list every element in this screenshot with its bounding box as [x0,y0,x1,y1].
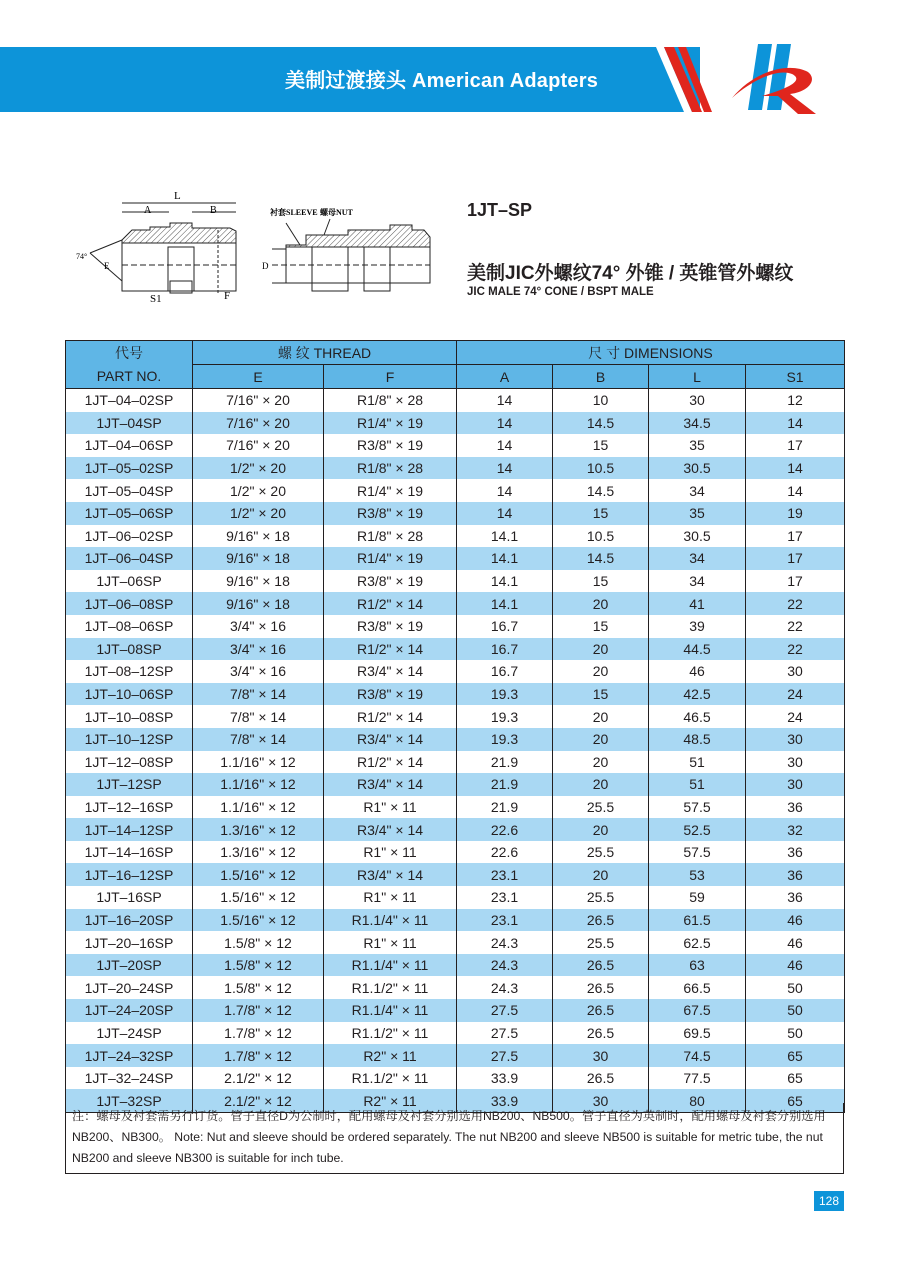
cell-thread-e: 7/8" × 14 [193,728,324,751]
cell-dim-b: 26.5 [553,954,649,977]
cell-dim-l: 30.5 [649,457,746,480]
table-row [66,1022,845,1045]
table-row [66,525,845,548]
header-col-a: A [457,365,553,389]
cell-part-no: 1JT–24–20SP [66,999,193,1022]
cell-part-no: 1JT–06SP [66,570,193,593]
cell-thread-e: 9/16" × 18 [193,525,324,548]
cell-thread-e: 9/16" × 18 [193,592,324,615]
cell-thread-e: 1.5/16" × 12 [193,863,324,886]
cell-dim-a: 33.9 [457,1067,553,1090]
cell-dim-s1: 65 [746,1067,845,1090]
cell-dim-b: 30 [553,1089,649,1112]
cell-dim-s1: 24 [746,683,845,706]
cell-thread-f: R1/2" × 14 [324,638,457,661]
cell-part-no: 1JT–14–12SP [66,818,193,841]
cell-thread-e: 1.5/8" × 12 [193,976,324,999]
cell-dim-s1: 17 [746,547,845,570]
cell-dim-l: 66.5 [649,976,746,999]
cell-dim-l: 34 [649,479,746,502]
cell-dim-a: 19.3 [457,683,553,706]
technical-drawing [76,185,450,305]
cell-dim-s1: 50 [746,1022,845,1045]
table-row [66,818,845,841]
cell-thread-f: R1.1/2" × 11 [324,1067,457,1090]
cell-part-no: 1JT–16–20SP [66,909,193,932]
cell-thread-e: 7/8" × 14 [193,683,324,706]
cell-dim-b: 20 [553,728,649,751]
cell-thread-e: 1.5/8" × 12 [193,954,324,977]
cell-dim-l: 46.5 [649,705,746,728]
cell-dim-l: 59 [649,886,746,909]
cell-part-no: 1JT–14–16SP [66,841,193,864]
cell-dim-a: 14 [457,502,553,525]
label-sleeve: 衬套SLEEVE [270,208,318,217]
cell-thread-e: 1.3/16" × 12 [193,841,324,864]
cell-dim-s1: 19 [746,502,845,525]
cell-thread-f: R1" × 11 [324,841,457,864]
cell-dim-l: 35 [649,502,746,525]
cell-dim-l: 52.5 [649,818,746,841]
cell-dim-l: 44.5 [649,638,746,661]
product-title-en: JIC MALE 74° CONE / BSPT MALE [467,286,654,298]
cell-dim-l: 41 [649,592,746,615]
table-row [66,434,845,457]
cell-dim-b: 10.5 [553,457,649,480]
table-row [66,728,845,751]
cell-thread-e: 1.7/8" × 12 [193,1022,324,1045]
cell-dim-s1: 14 [746,479,845,502]
cell-dim-b: 14.5 [553,412,649,435]
fitting-drawing-left [90,203,236,293]
label-L: L [174,190,181,202]
cell-dim-b: 20 [553,638,649,661]
cell-dim-b: 25.5 [553,796,649,819]
cell-thread-e: 7/16" × 20 [193,434,324,457]
cell-thread-e: 1.1/16" × 12 [193,773,324,796]
cell-dim-s1: 32 [746,818,845,841]
cell-dim-b: 26.5 [553,909,649,932]
cell-part-no: 1JT–32SP [66,1089,193,1112]
cell-thread-f: R1.1/2" × 11 [324,1022,457,1045]
cell-dim-b: 20 [553,705,649,728]
cell-thread-e: 1/2" × 20 [193,479,324,502]
table-row [66,683,845,706]
cell-dim-a: 21.9 [457,751,553,774]
table-row [66,660,845,683]
cell-part-no: 1JT–10–06SP [66,683,193,706]
cell-dim-a: 14 [457,412,553,435]
cell-dim-a: 21.9 [457,796,553,819]
table-body [66,389,845,1113]
cell-dim-l: 80 [649,1089,746,1112]
header-title: 美制过渡接头 American Adapters [285,70,599,92]
cell-dim-a: 14.1 [457,570,553,593]
cell-dim-a: 14 [457,457,553,480]
cell-dim-b: 25.5 [553,841,649,864]
page-number: 128 [814,1191,844,1211]
cell-thread-e: 1/2" × 20 [193,457,324,480]
cell-thread-e: 2.1/2" × 12 [193,1089,324,1112]
cell-thread-f: R3/4" × 14 [324,818,457,841]
cell-dim-l: 46 [649,660,746,683]
cell-part-no: 1JT–24–32SP [66,1044,193,1067]
label-A: A [144,205,152,216]
cell-part-no: 1JT–05–06SP [66,502,193,525]
cell-part-no: 1JT–20–24SP [66,976,193,999]
cell-dim-l: 57.5 [649,841,746,864]
cell-part-no: 1JT–10–12SP [66,728,193,751]
cell-dim-l: 35 [649,434,746,457]
cell-dim-b: 26.5 [553,976,649,999]
cell-dim-b: 20 [553,592,649,615]
cell-dim-a: 24.3 [457,931,553,954]
cell-thread-f: R3/8" × 19 [324,683,457,706]
cell-dim-l: 30.5 [649,525,746,548]
cell-dim-l: 30 [649,389,746,412]
cell-dim-b: 20 [553,751,649,774]
cell-part-no: 1JT–16SP [66,886,193,909]
cell-dim-l: 62.5 [649,931,746,954]
cell-part-no: 1JT–04–02SP [66,389,193,412]
cell-dim-l: 61.5 [649,909,746,932]
cell-part-no: 1JT–20SP [66,954,193,977]
cell-dim-l: 39 [649,615,746,638]
cell-dim-b: 10 [553,389,649,412]
cell-dim-a: 33.9 [457,1089,553,1112]
cell-thread-f: R1/8" × 28 [324,525,457,548]
cell-thread-e: 9/16" × 18 [193,570,324,593]
cell-thread-e: 1.1/16" × 12 [193,796,324,819]
header-col-e: E [193,365,324,389]
cell-thread-f: R3/8" × 19 [324,570,457,593]
cell-thread-e: 1.3/16" × 12 [193,818,324,841]
cell-dim-l: 57.5 [649,796,746,819]
cell-thread-e: 1.5/8" × 12 [193,931,324,954]
cell-dim-s1: 46 [746,909,845,932]
table-row [66,841,845,864]
cell-dim-l: 34 [649,547,746,570]
cell-dim-s1: 36 [746,863,845,886]
label-E: E [104,261,110,271]
cell-dim-a: 23.1 [457,909,553,932]
cell-dim-l: 67.5 [649,999,746,1022]
cell-part-no: 1JT–05–02SP [66,457,193,480]
cell-thread-e: 7/16" × 20 [193,412,324,435]
cell-thread-e: 1.7/8" × 12 [193,1044,324,1067]
cell-thread-f: R3/4" × 14 [324,728,457,751]
cell-part-no: 1JT–32–24SP [66,1067,193,1090]
cell-part-no: 1JT–06–04SP [66,547,193,570]
cell-dim-a: 14 [457,389,553,412]
cell-thread-f: R1" × 11 [324,886,457,909]
cell-thread-e: 3/4" × 16 [193,660,324,683]
cell-dim-s1: 17 [746,434,845,457]
cell-thread-f: R3/4" × 14 [324,863,457,886]
cell-thread-f: R1/4" × 19 [324,547,457,570]
table-row [66,999,845,1022]
cell-dim-a: 14.1 [457,547,553,570]
cell-thread-e: 7/8" × 14 [193,705,324,728]
cell-dim-a: 16.7 [457,660,553,683]
cell-dim-a: 14 [457,434,553,457]
product-title-cn: 美制JIC外螺纹74° 外锥 / 英锥管外螺纹 [467,263,794,284]
label-F: F [224,290,231,302]
cell-thread-f: R2" × 11 [324,1089,457,1112]
table-row [66,773,845,796]
cell-thread-e: 7/16" × 20 [193,389,324,412]
cell-part-no: 1JT–05–04SP [66,479,193,502]
table-row [66,547,845,570]
cell-part-no: 1JT–10–08SP [66,705,193,728]
table-row [66,457,845,480]
cell-thread-e: 2.1/2" × 12 [193,1067,324,1090]
label-angle: 74° [76,252,88,261]
cell-dim-s1: 22 [746,638,845,661]
cell-thread-f: R3/4" × 14 [324,773,457,796]
cell-thread-f: R1.1/4" × 11 [324,909,457,932]
cell-dim-a: 14.1 [457,525,553,548]
cell-thread-f: R3/4" × 14 [324,660,457,683]
cell-part-no: 1JT–08–06SP [66,615,193,638]
cell-dim-a: 24.3 [457,976,553,999]
cell-dim-b: 15 [553,502,649,525]
table-row [66,705,845,728]
fitting-drawing-right [272,219,430,291]
cell-dim-l: 74.5 [649,1044,746,1067]
cell-dim-a: 14.1 [457,592,553,615]
table-row [66,1067,845,1090]
cell-part-no: 1JT–20–16SP [66,931,193,954]
cell-dim-l: 48.5 [649,728,746,751]
cell-thread-f: R1" × 11 [324,796,457,819]
cell-thread-f: R1/2" × 14 [324,751,457,774]
cell-part-no: 1JT–06–08SP [66,592,193,615]
cell-dim-l: 34 [649,570,746,593]
table-row [66,751,845,774]
header-col-b: B [553,365,649,389]
cell-part-no: 1JT–04SP [66,412,193,435]
cell-thread-f: R1.1/4" × 11 [324,954,457,977]
cell-dim-b: 14.5 [553,547,649,570]
cell-dim-b: 25.5 [553,931,649,954]
cell-dim-s1: 30 [746,751,845,774]
cell-dim-b: 25.5 [553,886,649,909]
cell-part-no: 1JT–04–06SP [66,434,193,457]
cell-thread-e: 1/2" × 20 [193,502,324,525]
cell-dim-l: 34.5 [649,412,746,435]
header-col-s1: S1 [746,365,845,389]
spec-table [65,340,845,1113]
cell-dim-s1: 30 [746,728,845,751]
label-B: B [210,205,217,216]
cell-dim-b: 20 [553,863,649,886]
table-row [66,615,845,638]
cell-dim-s1: 14 [746,457,845,480]
cell-dim-s1: 50 [746,976,845,999]
table-row [66,954,845,977]
cell-dim-b: 30 [553,1044,649,1067]
header-dimensions: 尺 寸 DIMENSIONS [457,341,845,365]
cell-thread-e: 1.5/16" × 12 [193,886,324,909]
header-thread: 螺 纹 THREAD [193,341,457,365]
cell-thread-f: R1.1/4" × 11 [324,999,457,1022]
table-row [66,570,845,593]
cell-dim-b: 26.5 [553,1067,649,1090]
cell-thread-e: 1.5/16" × 12 [193,909,324,932]
cell-dim-l: 42.5 [649,683,746,706]
table-row [66,389,845,412]
cell-thread-f: R1/2" × 14 [324,592,457,615]
product-model: 1JT–SP [467,200,533,220]
cell-dim-l: 77.5 [649,1067,746,1090]
cell-dim-a: 27.5 [457,1044,553,1067]
cell-part-no: 1JT–12–16SP [66,796,193,819]
cell-dim-a: 14 [457,479,553,502]
cell-thread-f: R1/2" × 14 [324,705,457,728]
cell-dim-a: 23.1 [457,886,553,909]
cell-dim-b: 14.5 [553,479,649,502]
cell-thread-f: R1/4" × 19 [324,412,457,435]
cell-dim-s1: 22 [746,592,845,615]
cell-part-no: 1JT–16–12SP [66,863,193,886]
label-D: D [262,261,269,271]
cell-dim-s1: 65 [746,1044,845,1067]
cell-thread-f: R3/8" × 19 [324,615,457,638]
cell-dim-a: 23.1 [457,863,553,886]
cell-dim-s1: 36 [746,796,845,819]
cell-dim-s1: 36 [746,841,845,864]
cell-dim-b: 15 [553,615,649,638]
cell-dim-l: 69.5 [649,1022,746,1045]
cell-dim-s1: 65 [746,1089,845,1112]
cell-thread-f: R1/8" × 28 [324,457,457,480]
table-row [66,479,845,502]
cell-dim-s1: 30 [746,773,845,796]
footnote: 注：螺母及衬套需另行订货。管子直径D为公制时，配用螺母及衬套分别选用NB200、NB500。管子直径为英制时，配用螺母及衬套分别选用NB200、NB300。 Note: Nut and sleeve should be ordered separately. The nut NB200 and sleeve NB500 is suitable for metric tube, the nut NB200 and sleeve NB300 is suitable for inch tube. [65,1103,844,1174]
header-part-cn: 代号 [66,341,193,365]
cell-dim-a: 22.6 [457,818,553,841]
cell-dim-a: 16.7 [457,615,553,638]
label-S1: S1 [150,293,162,305]
table-row [66,638,845,661]
cell-dim-s1: 46 [746,954,845,977]
cell-dim-b: 20 [553,773,649,796]
table-row [66,886,845,909]
table-row [66,931,845,954]
cell-dim-l: 51 [649,751,746,774]
cell-dim-l: 63 [649,954,746,977]
cell-dim-a: 27.5 [457,999,553,1022]
cell-dim-s1: 50 [746,999,845,1022]
cell-dim-a: 19.3 [457,728,553,751]
cell-dim-a: 19.3 [457,705,553,728]
cell-thread-f: R1/8" × 28 [324,389,457,412]
cell-dim-s1: 17 [746,525,845,548]
cell-dim-l: 51 [649,773,746,796]
cell-part-no: 1JT–06–02SP [66,525,193,548]
cell-part-no: 1JT–08–12SP [66,660,193,683]
table-row [66,796,845,819]
header-col-l: L [649,365,746,389]
table-row [66,976,845,999]
table-row [66,592,845,615]
cell-part-no: 1JT–08SP [66,638,193,661]
cell-thread-e: 1.1/16" × 12 [193,751,324,774]
table-row [66,412,845,435]
cell-dim-b: 15 [553,683,649,706]
cell-dim-s1: 24 [746,705,845,728]
cell-dim-a: 24.3 [457,954,553,977]
cell-thread-e: 1.7/8" × 12 [193,999,324,1022]
table-row [66,909,845,932]
cell-thread-f: R1/4" × 19 [324,479,457,502]
cell-dim-s1: 14 [746,412,845,435]
cell-dim-b: 20 [553,818,649,841]
cell-thread-e: 3/4" × 16 [193,638,324,661]
hr-logo-icon [640,40,840,130]
cell-dim-b: 10.5 [553,525,649,548]
cell-dim-s1: 46 [746,931,845,954]
cell-dim-b: 26.5 [553,999,649,1022]
cell-dim-s1: 12 [746,389,845,412]
cell-dim-s1: 30 [746,660,845,683]
cell-dim-s1: 17 [746,570,845,593]
cell-dim-b: 15 [553,434,649,457]
cell-dim-b: 20 [553,660,649,683]
cell-dim-a: 21.9 [457,773,553,796]
cell-dim-s1: 36 [746,886,845,909]
cell-thread-e: 9/16" × 18 [193,547,324,570]
header-col-f: F [324,365,457,389]
cell-thread-f: R3/8" × 19 [324,434,457,457]
cell-thread-f: R2" × 11 [324,1044,457,1067]
table-row [66,1044,845,1067]
cell-dim-a: 22.6 [457,841,553,864]
cell-dim-s1: 22 [746,615,845,638]
cell-dim-a: 16.7 [457,638,553,661]
cell-thread-f: R1" × 11 [324,931,457,954]
cell-thread-e: 3/4" × 16 [193,615,324,638]
cell-dim-b: 15 [553,570,649,593]
cell-part-no: 1JT–12SP [66,773,193,796]
cell-dim-b: 26.5 [553,1022,649,1045]
cell-thread-f: R1.1/2" × 11 [324,976,457,999]
cell-dim-a: 27.5 [457,1022,553,1045]
label-nut: 螺母NUT [320,208,353,217]
cell-dim-l: 53 [649,863,746,886]
header-part-en: PART NO. [66,365,193,389]
cell-part-no: 1JT–12–08SP [66,751,193,774]
cell-thread-f: R3/8" × 19 [324,502,457,525]
table-row [66,863,845,886]
table-row [66,502,845,525]
cell-part-no: 1JT–24SP [66,1022,193,1045]
